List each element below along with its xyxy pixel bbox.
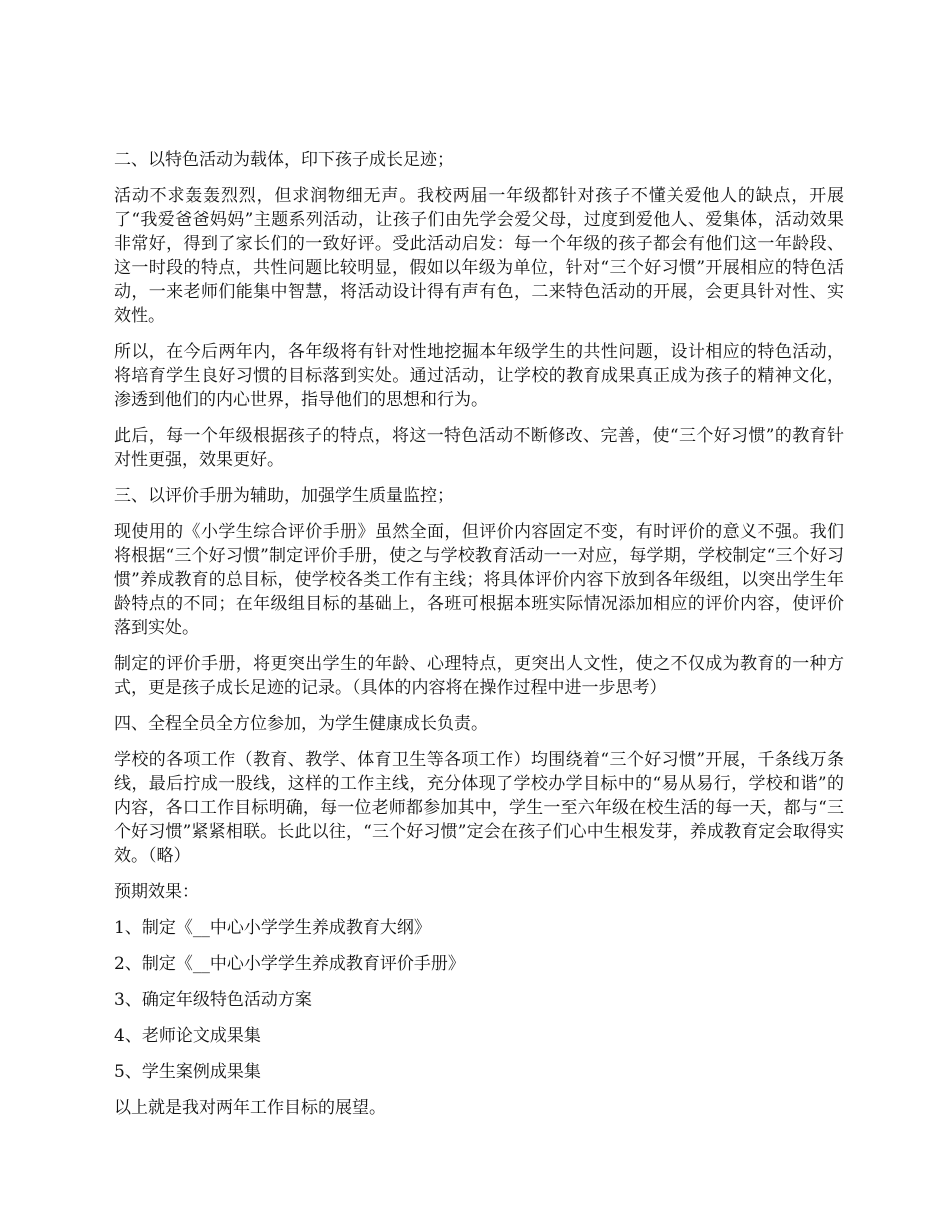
paragraph-afterwards: 此后，每一个年级根据孩子的特点，将这一特色活动不断修改、完善，使“三个好习惯”的教育针对性更强，效果更好。: [114, 426, 844, 470]
list-item: 5、学生案例成果集: [114, 1062, 261, 1082]
list-item: 2、制定《__中心小学学生养成教育评价手册》: [114, 954, 465, 974]
section-heading-4: 四、全程全员全方位参加，为学生健康成长负责。: [114, 714, 488, 734]
paragraph-two-years: 所以，在今后两年内，各年级将有针对性地挖掘本年级学生的共性问题，设计相应的特色活动，将培育学生良好习惯的目标落到实处。通过活动，让学校的教育成果真正成为孩子的精神文化，渗透到他们的内心世界，指导他们的思想和行为。: [114, 342, 844, 410]
section-heading-3: 三、以评价手册为辅助，加强学生质量监控；: [114, 486, 454, 506]
expected-results-heading: 预期效果：: [114, 882, 199, 902]
list-item: 1、制定《__中心小学学生养成教育大纲》: [114, 918, 431, 938]
paragraph-evaluation-manual: 现使用的《小学生综合评价手册》虽然全面，但评价内容固定不变，有时评价的意义不强。我们将根据“三个好习惯”制定评价手册，使之与学校教育活动一一对应，每学期，学校制定“三个好习惯”养成教育的总目标，使学校各类工作有主线；将具体评价内容下放到各年级组，以突出学生年龄特点的不同；在年级组目标的基础上，各班可根据本班实际情况添加相应的评价内容，使评价落到实处。: [114, 522, 844, 638]
paragraph-activities: 活动不求轰轰烈烈，但求润物细无声。我校两届一年级都针对孩子不懂关爱他人的缺点，开展了“我爱爸爸妈妈”主题系列活动，让孩子们由先学会爱父母，过度到爱他人、爱集体，活动效果非常好，得到了家长们的一致好评。受此活动启发：每一个年级的孩子都会有他们这一年龄段、这一时段的特点，共性问题比较明显，假如以年级为单位，针对“三个好习惯”开展相应的特色活动，一来老师们能集中智慧，将活动设计得有声有色，二来特色活动的开展，会更具针对性、实效性。: [114, 186, 844, 326]
paragraph-evaluation-purpose: 制定的评价手册，将更突出学生的年龄、心理特点，更突出人文性，使之不仅成为教育的一种方式，更是孩子成长足迹的记录。（具体的内容将在操作过程中进一步思考）: [114, 654, 844, 698]
closing-paragraph: 以上就是我对两年工作目标的展望。: [114, 1098, 386, 1118]
list-item: 4、老师论文成果集: [114, 1026, 261, 1046]
paragraph-all-staff: 学校的各项工作（教育、教学、体育卫生等各项工作）均围绕着“三个好习惯”开展，千条线万条线，最后拧成一股线，这样的工作主线，充分体现了学校办学目标中的“易从易行，学校和谐”的内容，各口工作目标明确，每一位老师都参加其中，学生一至六年级在校生活的每一天，都与“三个好习惯”紧紧相联。长此以往，“三个好习惯”定会在孩子们心中生根发芽，养成教育定会取得实效。（略）: [114, 750, 844, 866]
section-heading-2: 二、以特色活动为载体，印下孩子成长足迹；: [114, 150, 454, 170]
document-body: [114, 148, 844, 1132]
list-item: 3、确定年级特色活动方案: [114, 990, 312, 1010]
